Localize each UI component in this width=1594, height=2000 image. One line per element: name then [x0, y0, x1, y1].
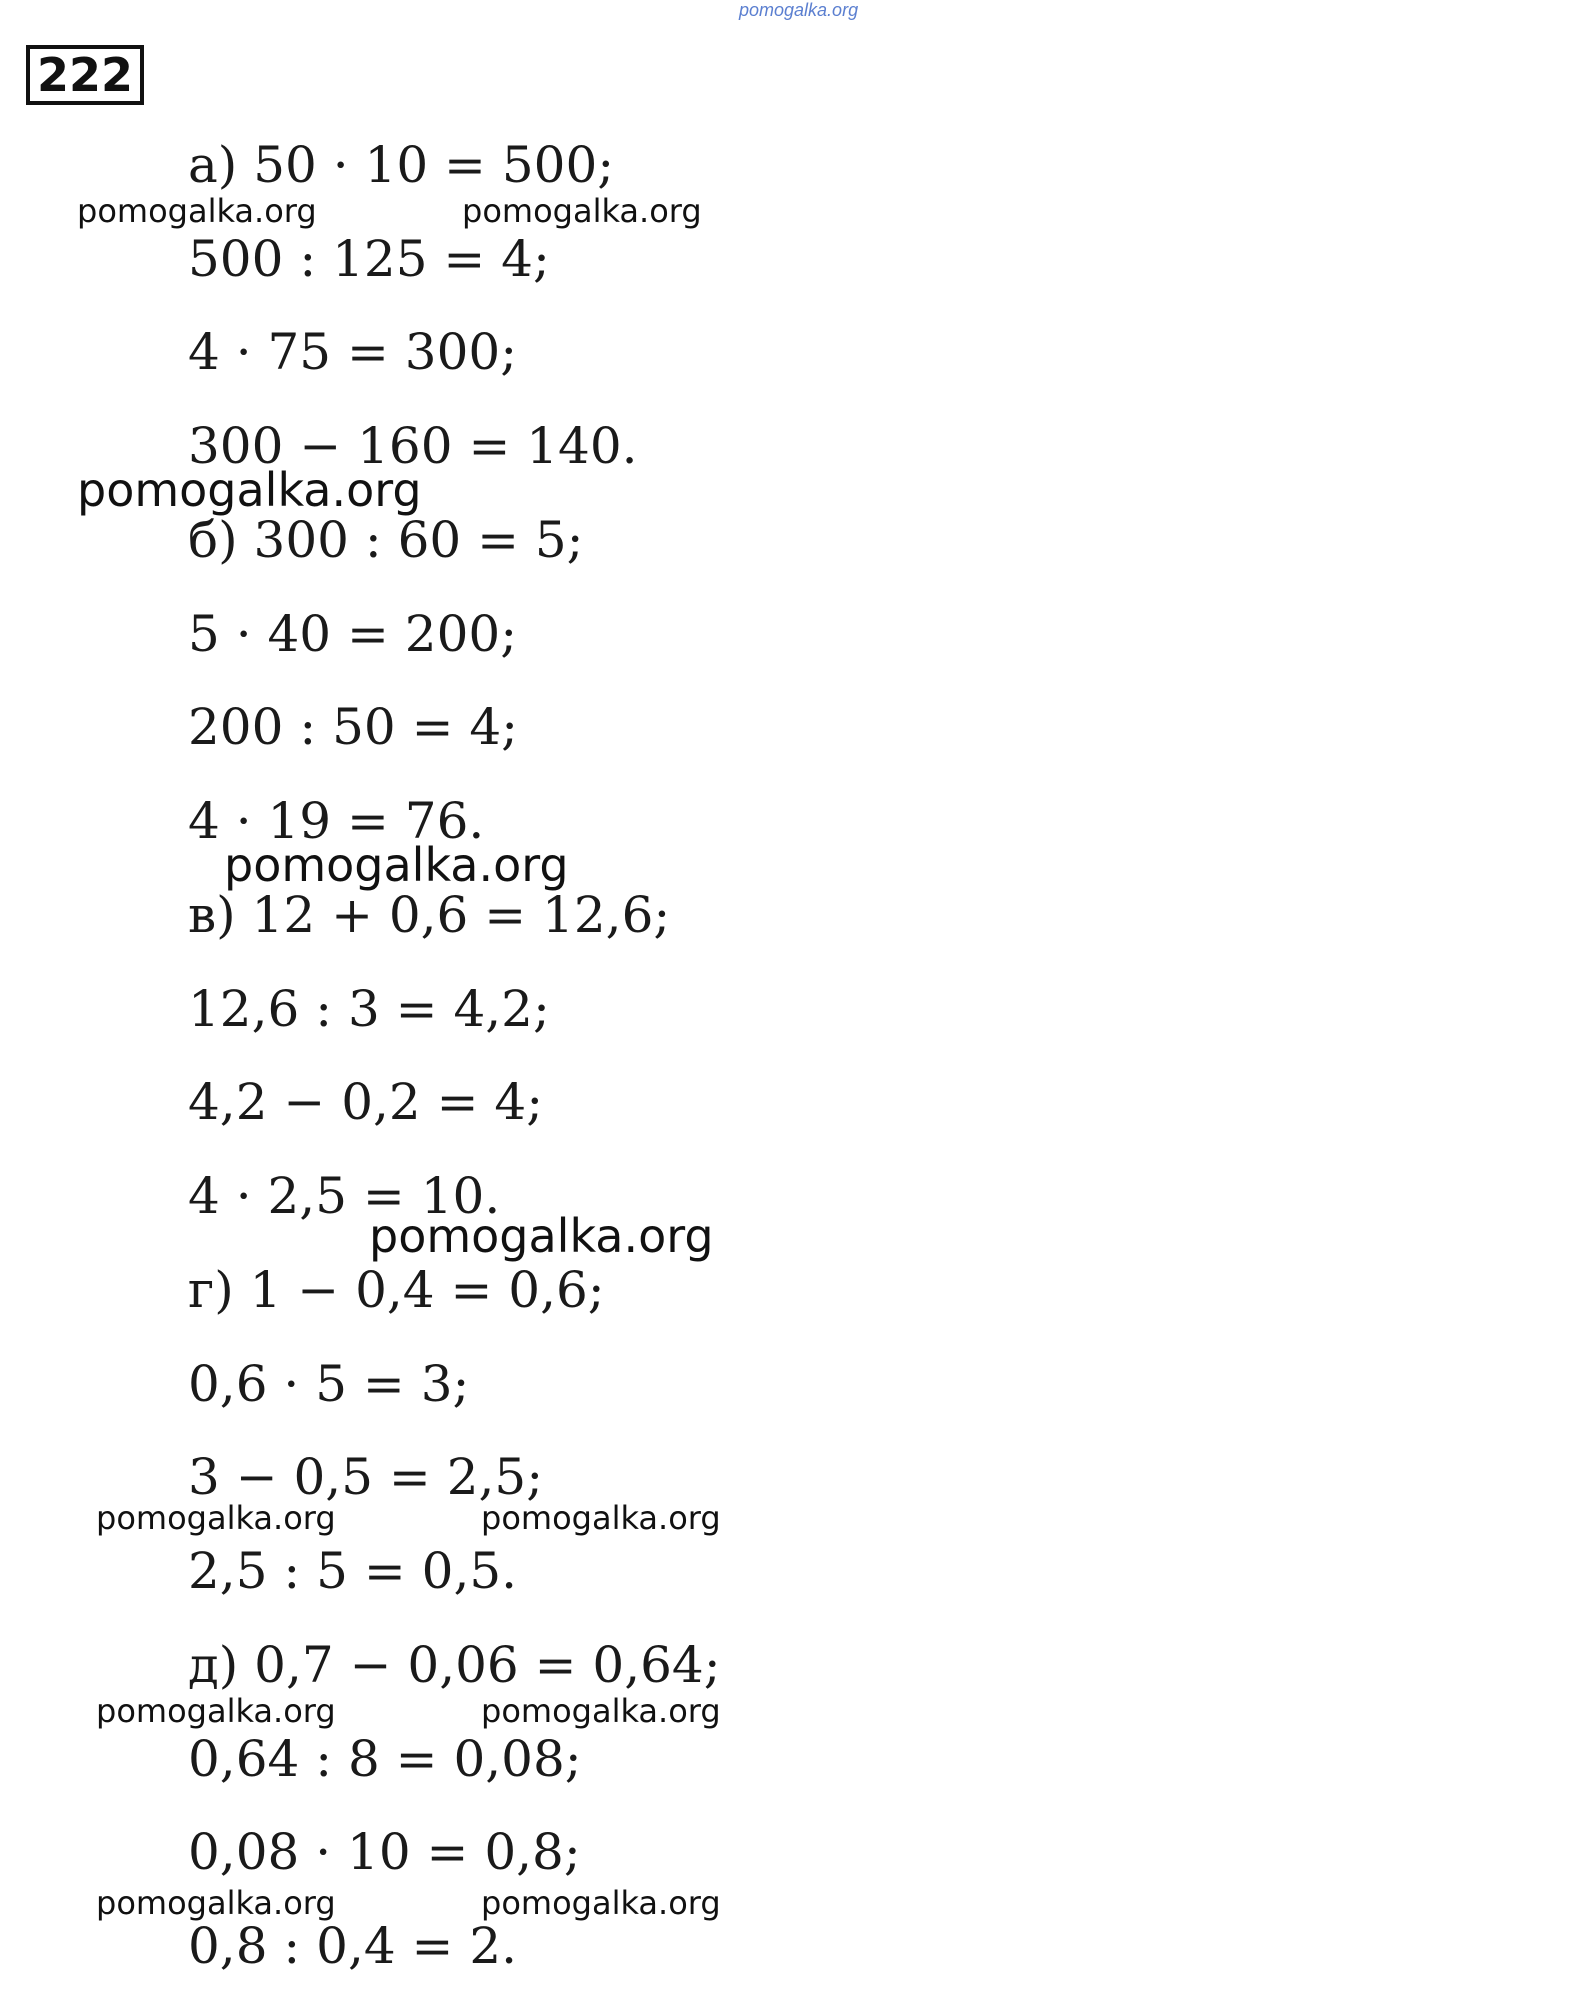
solution-line: 3 − 0,5 = 2,5; — [188, 1448, 544, 1506]
watermark: pomogalka.org — [77, 192, 317, 230]
watermark: pomogalka.org — [481, 1884, 721, 1922]
watermark: pomogalka.org — [77, 463, 422, 517]
solution-line: 4 · 2,5 = 10. — [188, 1167, 501, 1225]
solution-line: 300 − 160 = 140. — [188, 417, 638, 475]
solution-line: б) 300 : 60 = 5; — [188, 511, 584, 569]
solution-line: 12,6 : 3 = 4,2; — [188, 980, 550, 1038]
solution-line: 0,64 : 8 = 0,08; — [188, 1730, 582, 1788]
solution-line: 200 : 50 = 4; — [188, 698, 519, 756]
solution-line: 2,5 : 5 = 0,5. — [188, 1542, 518, 1600]
solution-line: д) 0,7 − 0,06 = 0,64; — [188, 1636, 721, 1694]
solution-line: а) 50 · 10 = 500; — [188, 136, 615, 194]
watermark: pomogalka.org — [96, 1692, 336, 1730]
solution-line: 5 · 40 = 200; — [188, 605, 518, 663]
watermark: pomogalka.org — [96, 1884, 336, 1922]
header-watermark: pomogalka.org — [739, 0, 859, 20]
watermark: pomogalka.org — [369, 1209, 714, 1263]
solution-line: в) 12 + 0,6 = 12,6; — [188, 886, 671, 944]
solution-line: 4 · 19 = 76. — [188, 792, 485, 850]
watermark: pomogalka.org — [481, 1499, 721, 1537]
solution-line: 0,6 · 5 = 3; — [188, 1355, 470, 1413]
watermark: pomogalka.org — [462, 192, 702, 230]
problem-number: 222 — [26, 45, 144, 105]
watermark: pomogalka.org — [481, 1692, 721, 1730]
solution-line: 4,2 − 0,2 = 4; — [188, 1073, 544, 1131]
solution-line: 0,08 · 10 = 0,8; — [188, 1823, 581, 1881]
watermark: pomogalka.org — [224, 838, 569, 892]
solution-line: 0,8 : 0,4 = 2. — [188, 1917, 518, 1975]
solution-line: 500 : 125 = 4; — [188, 230, 550, 288]
solution-line: 4 · 75 = 300; — [188, 323, 518, 381]
watermark: pomogalka.org — [96, 1499, 336, 1537]
solution-line: г) 1 − 0,4 = 0,6; — [188, 1261, 605, 1319]
